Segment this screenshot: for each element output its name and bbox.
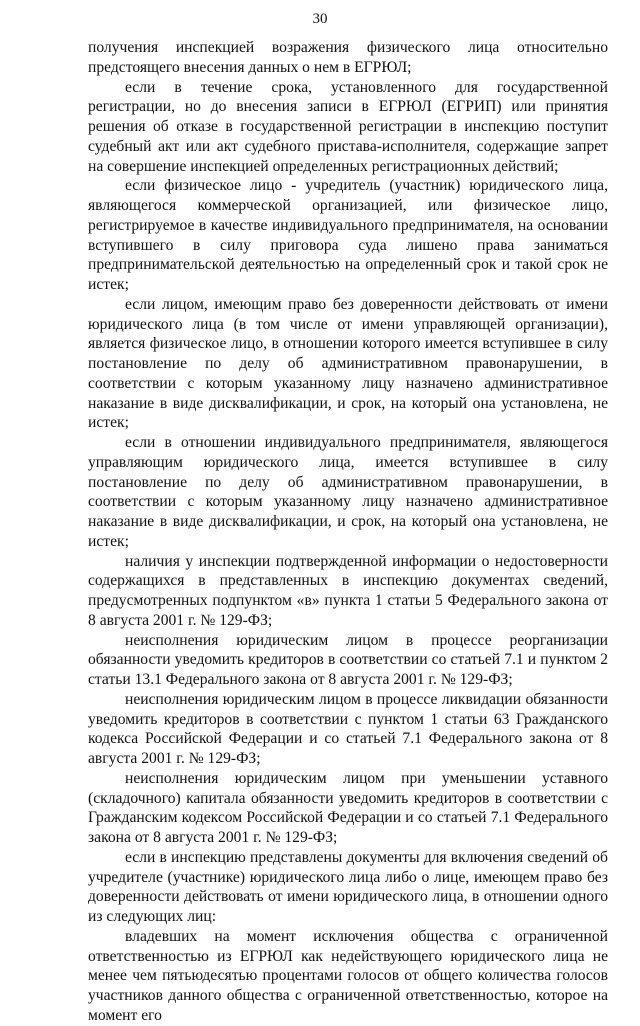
page-number: 30	[312, 11, 328, 27]
paragraph: если физическое лицо - учредитель (участник) юридического лица, являющегося коммерческой организацией, или физическое лицо, регистрируемое в качестве индивидуального предпринимателя, на основании вступившего в силу приговора суда лишено права заниматься предпринимательской деятельностью на определенный срок и такой срок не истек;	[88, 177, 608, 293]
paragraph: неисполнения юридическим лицом при уменьшении уставного (складочного) капитала обязанности уведомить кредиторов в соответствии с Гражданским кодексом Российской Федерации и со статьей 7.1 Федерального закона от 8 августа 2001 г. № 129-ФЗ;	[88, 769, 608, 846]
paragraph: неисполнения юридическим лицом в процессе реорганизации обязанности уведомить кредиторов в соответствии со статьей 7.1 и пунктом 2 статьи 13.1 Федерального закона от 8 августа 2001 г. № 129-ФЗ;	[88, 631, 608, 688]
paragraph: если в течение срока, установленного для государственной регистрации, но до внесения записи в ЕГРЮЛ (ЕГРИП) или принятия решения об отказе в государственной регистрации в инспекцию поступит судебный акт или акт судебного пристава-исполнителя, содержащие запрет на совершение инспекцией определенных регистрационных действий;	[88, 78, 608, 175]
paragraph: наличия у инспекции подтвержденной информации о недостоверности содержащихся в представленных в инспекцию документах сведений, предусмотренных подпунктом «в» пункта 1 статьи 5 Федерального закона от 8 августа 2001 г. № 129-ФЗ;	[88, 552, 608, 629]
paragraph: неисполнения юридическим лицом в процессе ликвидации обязанности уведомить кредиторов в соответствии с пунктом 1 статьи 63 Гражданского кодекса Российской Федерации и со статьей 7.1 Федерального закона от 8 августа 2001 г. № 129-ФЗ;	[88, 690, 608, 767]
paragraph: если лицом, имеющим право без доверенности действовать от имени юридического лица (в том числе от имени управляющей организации), является физическое лицо, в отношении которого имеется вступившее в силу постановление по делу об административном правонарушении, в соответствии с которым указанному лицу назначено административное наказание в виде дисквалификации, и срок, на который она установлена, не истек;	[88, 295, 608, 432]
document-body	[88, 38, 608, 1026]
paragraph: если в отношении индивидуального предпринимателя, являющегося управляющим юридического лица, имеется вступившее в силу постановление по делу об административном правонарушении, в соответствии с которым указанному лицу назначено административное наказание в виде дисквалификации, и срок, на который она установлена, не истек;	[88, 434, 608, 550]
paragraph-continuation: получения инспекцией возражения физического лица относительно предстоящего внесения данных о нем в ЕГРЮЛ;	[88, 39, 608, 76]
paragraph: владевших на момент исключения общества с ограниченной ответственностью из ЕГРЮЛ как недействующего юридического лица не менее чем пятьюдесятью процентами голосов от общего количества голосов участников данного общества с ограниченной ответственностью, которое на момент его	[88, 927, 608, 1024]
paragraph: если в инспекцию представлены документы для включения сведений об учредителе (участнике) юридического лица либо о лице, имеющем право без доверенности действовать от имени юридического лица, в отношении одного из следующих лиц:	[88, 848, 608, 925]
